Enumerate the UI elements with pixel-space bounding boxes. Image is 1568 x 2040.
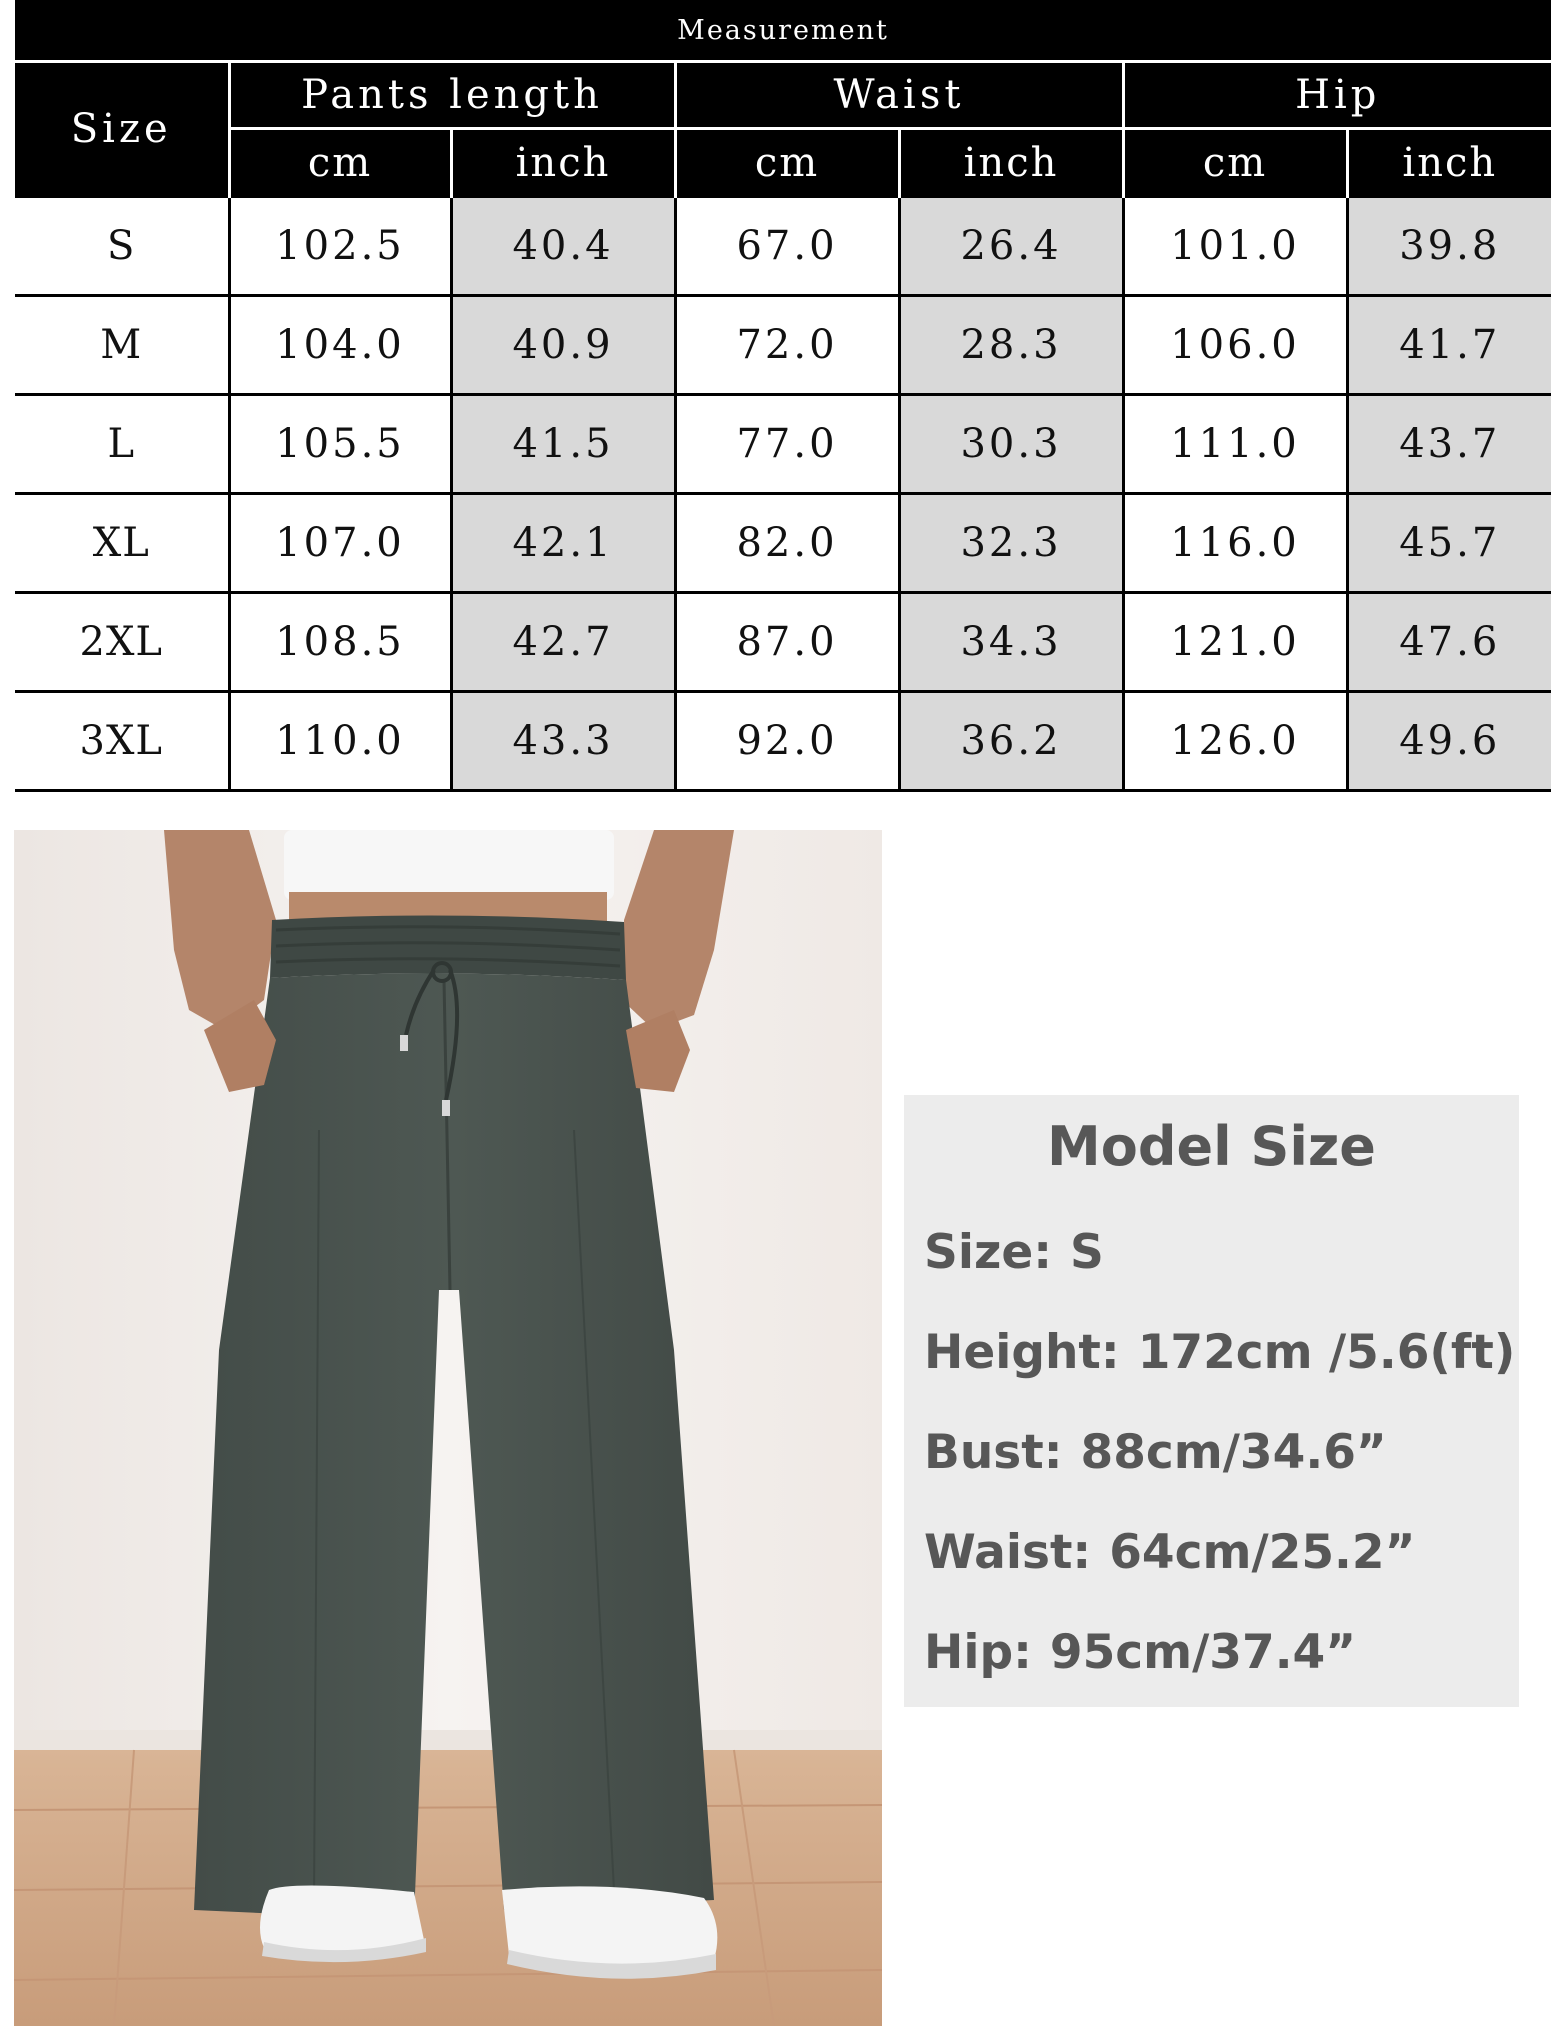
- model-size-label: Size:: [924, 1225, 1052, 1280]
- table-title: Measurement: [15, 0, 1551, 62]
- product-photo: [14, 830, 882, 2026]
- table-cell: 43.7: [1347, 395, 1551, 494]
- size-cell: 2XL: [15, 593, 229, 692]
- table-cell: 42.7: [451, 593, 675, 692]
- table-row: [15, 593, 1551, 692]
- size-cell: 3XL: [15, 692, 229, 791]
- group-header-waist: Waist: [675, 62, 1123, 129]
- table-cell: 111.0: [1123, 395, 1347, 494]
- model-hip-label: Hip:: [924, 1625, 1032, 1680]
- model-hip-value: 95cm/37.4”: [1049, 1625, 1357, 1680]
- unit-header: inch: [1347, 129, 1551, 197]
- model-hip-line: [924, 1621, 1356, 1685]
- table-cell: 87.0: [675, 593, 899, 692]
- group-header-hip: Hip: [1123, 62, 1551, 129]
- size-chart-table: [15, 0, 1551, 792]
- table-cell: 106.0: [1123, 296, 1347, 395]
- unit-header: cm: [675, 129, 899, 197]
- table-cell: 82.0: [675, 494, 899, 593]
- model-height-line: [924, 1321, 1515, 1385]
- table-cell: 121.0: [1123, 593, 1347, 692]
- table-cell: 126.0: [1123, 692, 1347, 791]
- model-size-line: [924, 1221, 1104, 1285]
- table-cell: 108.5: [229, 593, 451, 692]
- table-cell: 40.9: [451, 296, 675, 395]
- model-waist-line: [924, 1521, 1416, 1585]
- table-row: [15, 296, 1551, 395]
- size-column-header: Size: [15, 62, 229, 197]
- model-bust-label: Bust:: [924, 1425, 1063, 1480]
- model-size-value: S: [1070, 1225, 1104, 1280]
- model-waist-value: 64cm/25.2”: [1109, 1525, 1416, 1580]
- table-cell: 34.3: [899, 593, 1123, 692]
- table-cell: 42.1: [451, 494, 675, 593]
- table-row: [15, 197, 1551, 296]
- table-cell: 67.0: [675, 197, 899, 296]
- table-cell: 102.5: [229, 197, 451, 296]
- table-row: [15, 494, 1551, 593]
- table-cell: 92.0: [675, 692, 899, 791]
- unit-header: inch: [451, 129, 675, 197]
- table-row: [15, 692, 1551, 791]
- size-cell: L: [15, 395, 229, 494]
- table-cell: 41.5: [451, 395, 675, 494]
- table-cell: 36.2: [899, 692, 1123, 791]
- table-cell: 30.3: [899, 395, 1123, 494]
- table-cell: 49.6: [1347, 692, 1551, 791]
- model-bust-value: 88cm/34.6”: [1080, 1425, 1387, 1480]
- table-cell: 110.0: [229, 692, 451, 791]
- table-row: [15, 395, 1551, 494]
- size-cell: XL: [15, 494, 229, 593]
- table-cell: 39.8: [1347, 197, 1551, 296]
- table-cell: 43.3: [451, 692, 675, 791]
- table-cell: 40.4: [451, 197, 675, 296]
- table-cell: 101.0: [1123, 197, 1347, 296]
- size-cell: M: [15, 296, 229, 395]
- model-size-card: [904, 1095, 1519, 1707]
- table-cell: 72.0: [675, 296, 899, 395]
- unit-header: cm: [1123, 129, 1347, 197]
- table-cell: 45.7: [1347, 494, 1551, 593]
- size-cell: S: [15, 197, 229, 296]
- unit-header: cm: [229, 129, 451, 197]
- table-cell: 47.6: [1347, 593, 1551, 692]
- table-cell: 28.3: [899, 296, 1123, 395]
- unit-header: inch: [899, 129, 1123, 197]
- table-cell: 32.3: [899, 494, 1123, 593]
- model-size-title: Model Size: [1047, 1115, 1376, 1178]
- table-cell: 105.5: [229, 395, 451, 494]
- table-cell: 107.0: [229, 494, 451, 593]
- model-height-value: 172cm /5.6(ft): [1137, 1325, 1516, 1380]
- table-cell: 104.0: [229, 296, 451, 395]
- table-cell: 77.0: [675, 395, 899, 494]
- model-bust-line: [924, 1421, 1387, 1485]
- model-wearing-pants-illustration: [14, 830, 882, 2026]
- model-height-label: Height:: [924, 1325, 1120, 1380]
- model-waist-label: Waist:: [924, 1525, 1092, 1580]
- table-cell: 41.7: [1347, 296, 1551, 395]
- table-cell: 116.0: [1123, 494, 1347, 593]
- table-cell: 26.4: [899, 197, 1123, 296]
- group-header-pants-length: Pants length: [229, 62, 675, 129]
